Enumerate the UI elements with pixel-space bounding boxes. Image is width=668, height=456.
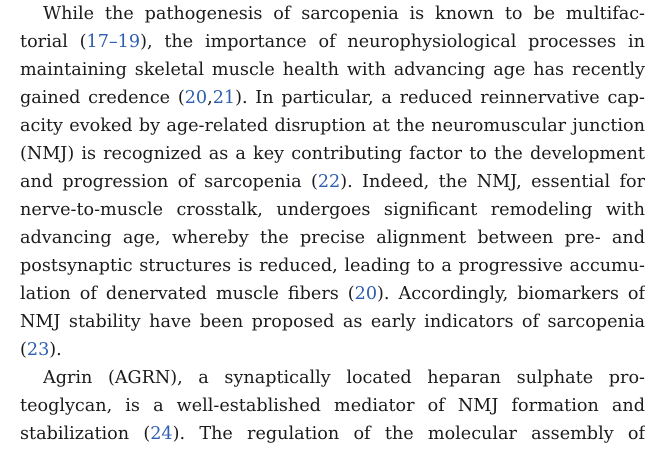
text-line — [20, 196, 645, 224]
text-segment: NMJ stability have been proposed as early indicators of sarcopenia — [20, 312, 645, 332]
text-line — [20, 224, 645, 252]
text-segment: teoglycan, is a well-established mediator of NMJ formation and — [20, 396, 645, 416]
citation-link[interactable]: 20 — [354, 284, 378, 304]
text-segment: lation of denervated muscle fibers ( — [20, 284, 355, 304]
citation-link[interactable]: 22 — [317, 172, 341, 192]
citation-link[interactable]: 23 — [26, 340, 50, 360]
text-segment: ( — [20, 340, 27, 360]
text-line — [20, 420, 645, 448]
text-segment: postsynaptic structures is reduced, leading to a progressive accumu- — [20, 256, 645, 276]
text-segment: While the pathogenesis of sarcopenia is known to be multifac- — [43, 4, 645, 24]
text-line — [43, 0, 645, 28]
text-line — [20, 84, 645, 112]
text-line — [20, 280, 645, 308]
text-segment: , — [207, 88, 213, 108]
text-segment: stabilization ( — [20, 424, 151, 444]
text-segment: advancing age, whereby the precise alignment between pre- and — [20, 228, 645, 248]
text-segment: Agrin (AGRN), a synaptically located heparan sulphate pro- — [43, 368, 645, 388]
text-segment: gained credence ( — [20, 88, 185, 108]
text-segment: ), the importance of neurophysiological processes in — [140, 32, 645, 52]
text-line — [43, 364, 645, 392]
text-segment: and progression of sarcopenia ( — [20, 172, 318, 192]
text-line — [20, 56, 645, 84]
text-line — [20, 336, 645, 364]
text-segment: ). The regulation of the molecular assembly of — [172, 424, 645, 444]
citation-link[interactable]: 17–19 — [86, 32, 141, 52]
text-segment: ). In particular, a reduced reinnervative cap- — [235, 88, 645, 108]
text-line — [20, 168, 645, 196]
text-line — [20, 252, 645, 280]
text-line — [20, 112, 645, 140]
text-segment: nerve-to-muscle crosstalk, undergoes significant remodeling with — [20, 200, 645, 220]
text-line — [20, 308, 645, 336]
citation-link[interactable]: 21 — [212, 88, 236, 108]
text-segment: ). Accordingly, biomarkers of — [377, 284, 645, 304]
text-segment: acity evoked by age-related disruption at the neuromuscular junction — [20, 116, 645, 136]
text-line — [20, 392, 645, 420]
text-segment: (NMJ) is recognized as a key contributing factor to the development — [20, 144, 645, 164]
text-line — [20, 28, 645, 56]
citation-link[interactable]: 24 — [150, 424, 173, 444]
text-line — [20, 140, 645, 168]
text-segment: ). Indeed, the NMJ, essential for — [340, 172, 645, 192]
citation-link[interactable]: 20 — [184, 88, 208, 108]
text-segment: ). — [49, 340, 62, 360]
text-segment: maintaining skeletal muscle health with advancing age has recently — [20, 60, 645, 80]
text-segment: torial ( — [20, 32, 87, 52]
